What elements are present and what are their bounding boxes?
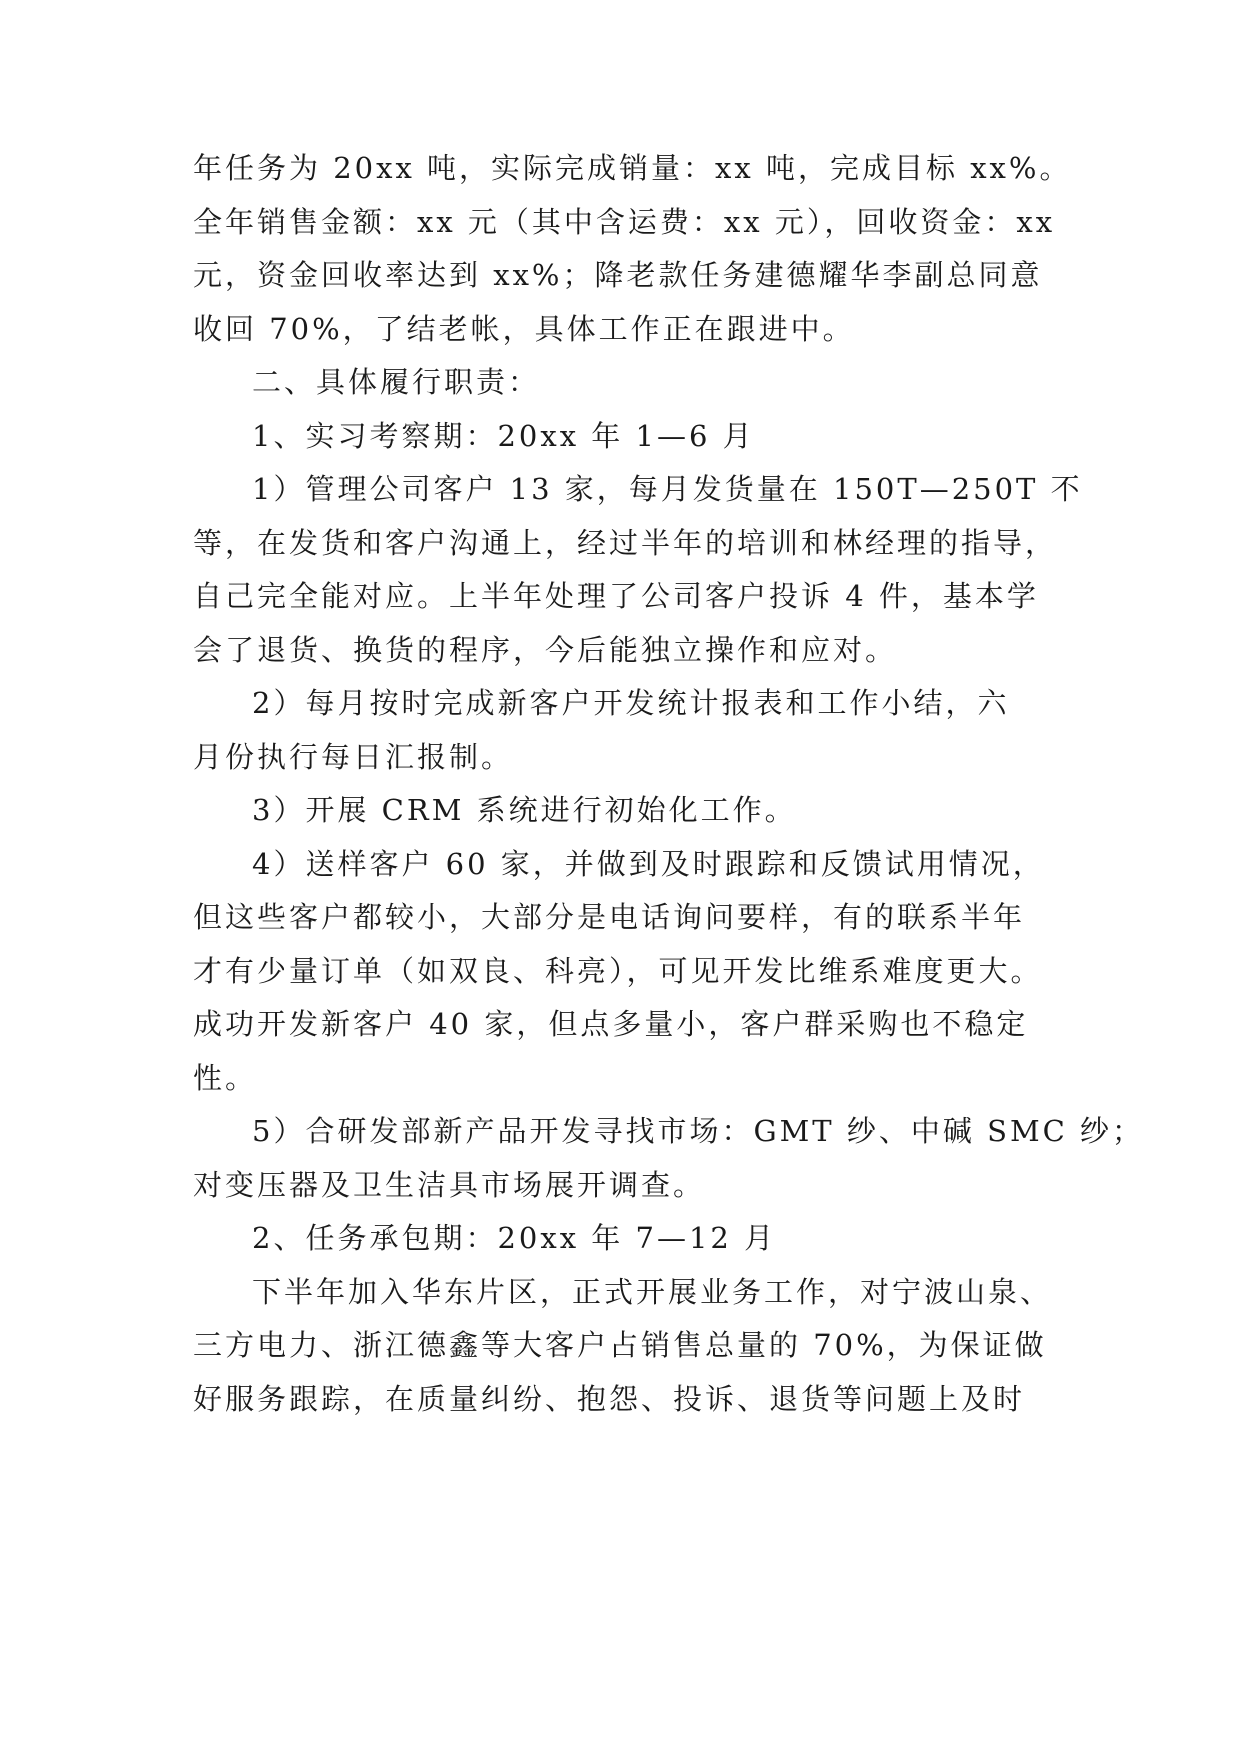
body-line: 元，资金回收率达到 xx%；降老款任务建德耀华李副总同意 — [193, 258, 1043, 292]
body-line: 5）合研发部新产品开发寻找市场：GMT 纱、中碱 SMC 纱； — [252, 1114, 1145, 1148]
body-line: 自己完全能对应。上半年处理了公司客户投诉 4 件，基本学 — [193, 579, 1039, 613]
body-line: 全年销售金额：xx 元（其中含运费：xx 元），回收资金：xx — [193, 205, 1056, 239]
body-line: 下半年加入华东片区，正式开展业务工作，对宁波山泉、 — [252, 1275, 1053, 1309]
body-line: 成功开发新客户 40 家，但点多量小，客户群采购也不稳定 — [193, 1007, 1029, 1041]
subsection-heading: 2、任务承包期：20xx 年 7—12 月 — [252, 1221, 777, 1255]
body-line: 1）管理公司客户 13 家，每月发货量在 150T—250T 不 — [252, 472, 1083, 506]
body-line: 3）开展 CRM 系统进行初始化工作。 — [252, 793, 797, 827]
body-line: 三方电力、浙江德鑫等大客户占销售总量的 70%，为保证做 — [193, 1328, 1047, 1362]
body-line: 会了退货、换货的程序，今后能独立操作和应对。 — [193, 633, 898, 667]
body-line: 但这些客户都较小，大部分是电话询问要样，有的联系半年 — [193, 900, 1026, 934]
section-heading: 二、具体履行职责： — [252, 365, 541, 399]
body-line: 好服务跟踪，在质量纠纷、抱怨、投诉、退货等问题上及时 — [193, 1382, 1026, 1416]
body-line: 收回 70%，了结老帐，具体工作正在跟进中。 — [193, 312, 855, 346]
body-line: 年任务为 20xx 吨，实际完成销量：xx 吨，完成目标 xx%。 — [193, 151, 1072, 185]
body-line: 性。 — [193, 1061, 258, 1095]
body-line: 2）每月按时完成新客户开发统计报表和工作小结，六 — [252, 686, 1010, 720]
body-line: 才有少量订单（如双良、科亮），可见开发比维系难度更大。 — [193, 954, 1043, 988]
subsection-heading: 1、实习考察期：20xx 年 1—6 月 — [252, 419, 755, 453]
body-line: 月份执行每日汇报制。 — [193, 740, 514, 774]
body-line: 4）送样客户 60 家，并做到及时跟踪和反馈试用情况， — [252, 847, 1045, 881]
body-line: 等，在发货和客户沟通上，经过半年的培训和林经理的指导， — [193, 526, 1058, 560]
body-line: 对变压器及卫生洁具市场展开调查。 — [193, 1168, 706, 1202]
